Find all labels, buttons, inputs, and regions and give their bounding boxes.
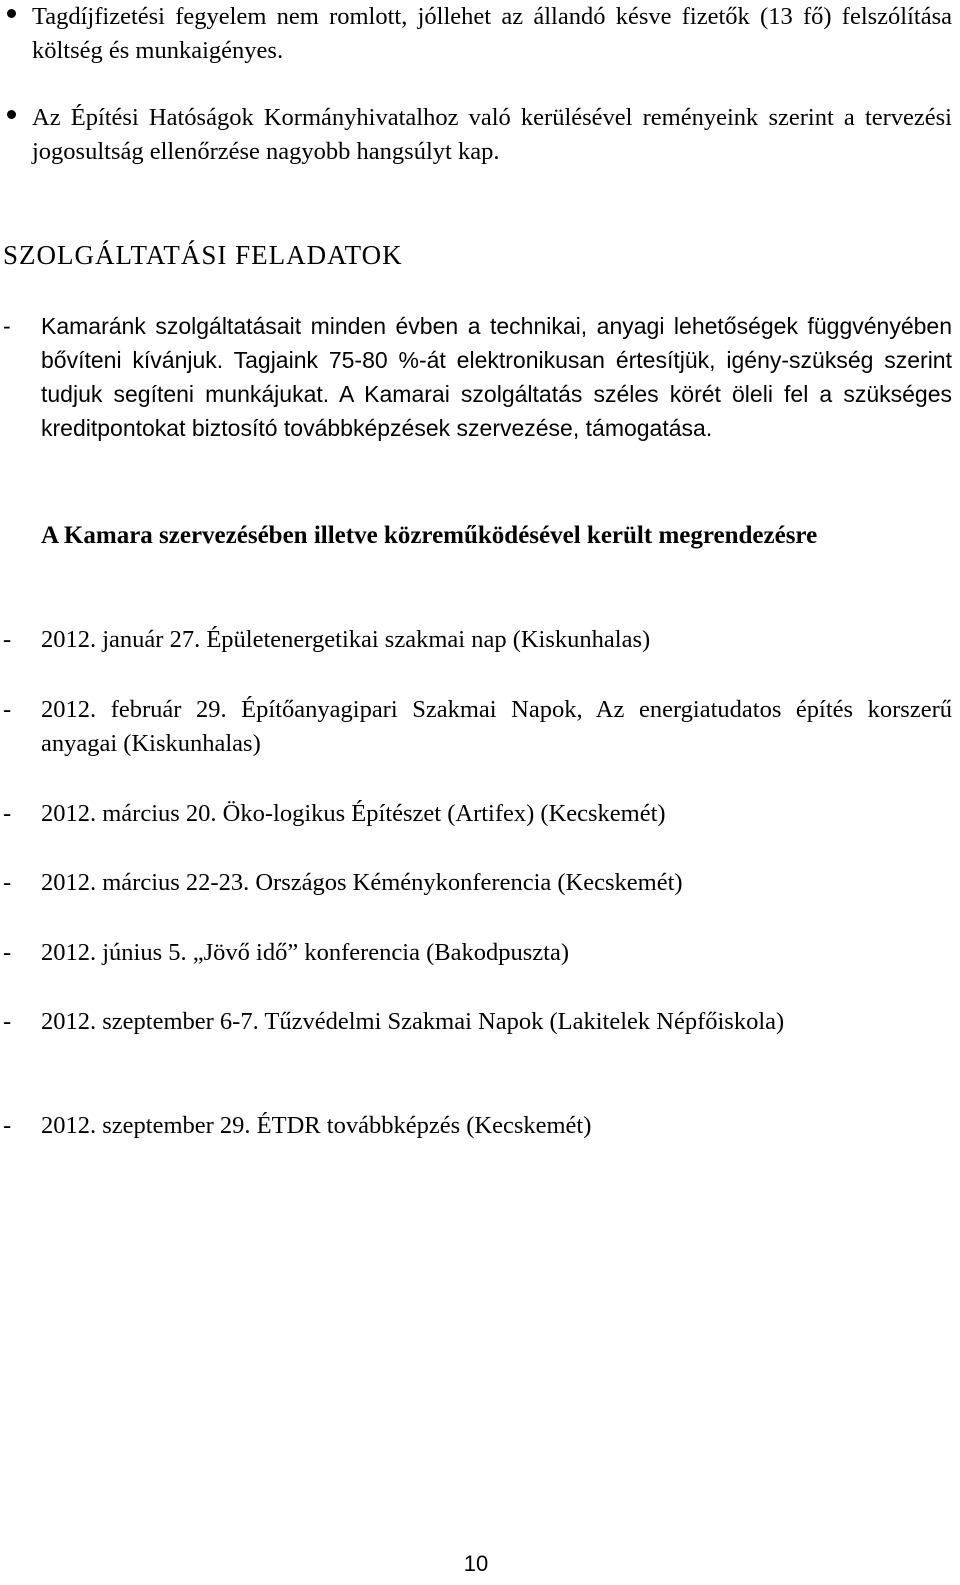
bullet-dot-icon <box>7 9 16 18</box>
service-paragraph-text: Kamaránk szolgáltatásait minden évben a technikai, anyagi lehetőségek függvényében bővíteni kívánjuk. Tagjaink 75-80 %-át elektronikusan értesítjük, igény-szükség szerint tudjuk segíteni munkájukat. A Kamarai szolgáltatás széles körét öleli fel a szükséges kreditpontokat biztosító továbbképzések szervezése, támogatása. <box>41 313 952 441</box>
dash-marker: - <box>3 313 11 339</box>
event-text: 2012. szeptember 29. ÉTDR továbbképzés (Kecskemét) <box>41 1112 592 1139</box>
dash-marker: - <box>3 626 12 653</box>
dash-marker: - <box>3 1112 12 1139</box>
events-heading: A Kamara szervezésében illetve közreműködésével került megrendezésre <box>41 522 818 549</box>
bullet-text: Az Építési Hatóságok Kormányhivatalhoz való kerülésével reményeink szerint a tervezési jogosultság ellenőrzése nagyobb hangsúlyt kap. <box>32 104 952 165</box>
event-text: 2012. január 27. Épületenergetikai szakmai nap (Kiskunhalas) <box>41 626 651 653</box>
page-number: 10 <box>463 1551 489 1576</box>
section-heading: SZOLGÁLTATÁSI FELADATOK <box>3 240 403 270</box>
event-text: 2012. március 20. Öko-logikus Építészet (Artifex) (Kecskemét) <box>41 800 666 827</box>
bullet-dot-icon <box>7 110 16 119</box>
dash-marker: - <box>3 1008 12 1035</box>
dash-marker: - <box>3 939 12 966</box>
event-text: 2012. február 29. Építőanyagipari Szakmai Napok, Az energiatudatos építés korszerű anyagai (Kiskunhalas) <box>41 696 952 757</box>
dash-marker: - <box>3 696 12 723</box>
event-text: 2012. június 5. „Jövő idő” konferencia (Bakodpuszta) <box>41 939 569 966</box>
dash-marker: - <box>3 800 12 827</box>
event-text: 2012. március 22-23. Országos Kéménykonferencia (Kecskemét) <box>41 869 683 896</box>
bullet-text: Tagdíjfizetési fegyelem nem romlott, jóllehet az állandó késve fizetők (13 fő) felszólítása költség és munkaigényes. <box>32 3 952 64</box>
event-text: 2012. szeptember 6-7. Tűzvédelmi Szakmai Napok (Lakitelek Népfőiskola) <box>41 1008 785 1035</box>
dash-marker: - <box>3 869 12 896</box>
